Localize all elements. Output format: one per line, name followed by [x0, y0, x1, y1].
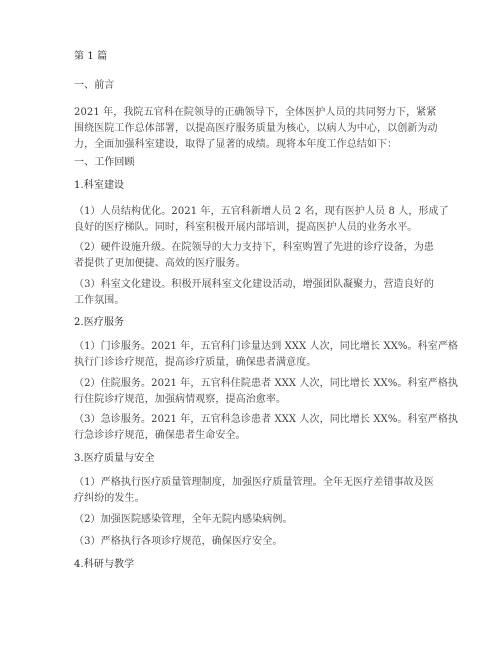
- section1-heading: 1.科室建设: [74, 180, 125, 191]
- preface-line: 围绕医院工作总体部署，以提高医疗服务质量为核心，以病人为中心，以创新为动: [74, 123, 438, 134]
- s2-p2-line: （2）住院服务。2021 年，五官科住院患者 XXX 人次，同比增长 XX%。科室严格执: [74, 378, 459, 389]
- s3-p2-line: （2）加强医院感染管理，全年无院内感染病例。: [74, 514, 293, 525]
- s2-p3-line: 行急诊诊疗规范，确保患者生命安全。: [74, 430, 246, 441]
- s3-p1-line: 疗纠纷的发生。: [74, 493, 145, 504]
- part-title: 第 1 篇: [74, 51, 108, 62]
- s1-p2-line: （2）硬件设施升级。在院领导的大力支持下，科室购置了先进的诊疗设备，为患: [74, 242, 434, 253]
- preface-heading: 一、前言: [74, 80, 115, 91]
- s2-p3-line: （3）急诊服务。2021 年，五官科急诊患者 XXX 人次，同比增长 XX%。科室严格执: [74, 414, 459, 425]
- s1-p1-line: 良好的医疗梯队。同时，科室积极开展内部培训，提高医护人员的业务水平。: [74, 222, 418, 233]
- section2-heading: 2.医疗服务: [74, 317, 125, 328]
- s1-p1-line: （1）人员结构优化。2021 年，五官科新增人员 2 名，现有医护人员 8 人，形成了: [74, 206, 449, 217]
- s1-p2-line: 者提供了更加便捷、高效的医疗服务。: [74, 258, 246, 269]
- s2-p1-line: （1）门诊服务。2021 年，五官科门诊量达到 XXX 人次，同比增长 XX%。科室严格: [74, 341, 459, 352]
- section3-heading: 3.医疗质量与安全: [74, 453, 155, 464]
- review-heading: 一、工作回顾: [74, 157, 135, 168]
- preface-line: 力，全面加强科室建设，取得了显著的成绩。现将本年度工作总结如下：: [74, 139, 398, 150]
- s2-p1-line: 执行门诊诊疗规范，提高诊疗质量，确保患者满意度。: [74, 357, 317, 368]
- s1-p3-line: （3）科室文化建设。积极开展科室文化建设活动，增强团队凝聚力，营造良好的: [74, 279, 434, 290]
- s1-p3-line: 工作氛围。: [74, 295, 125, 306]
- s3-p3-line: （3）严格执行各项诊疗规范，确保医疗安全。: [74, 536, 283, 547]
- preface-line: 2021 年，我院五官科在院领导的正确领导下，全体医护人员的共同努力下，紧紧: [74, 107, 437, 118]
- section4-heading: 4.科研与教学: [74, 559, 135, 570]
- s3-p1-line: （1）严格执行医疗质量管理制度，加强医疗质量管理。全年无医疗差错事故及医: [74, 477, 434, 488]
- s2-p2-line: 行住院诊疗规范，加强病情观察，提高治愈率。: [74, 394, 287, 405]
